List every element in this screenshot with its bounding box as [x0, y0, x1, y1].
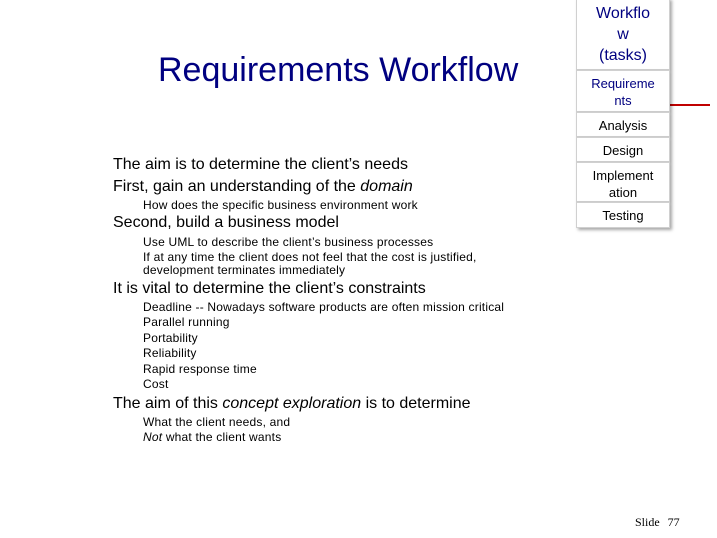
bullet-text: The aim of this — [113, 395, 223, 412]
workflow-item-implementation — [576, 162, 670, 202]
constraint-item: Parallel running — [143, 315, 230, 329]
workflow-item-label: Design — [602, 143, 644, 158]
sub-bullet: Use UML to describe the client’s business processes — [143, 235, 434, 249]
bullet-text: what the client wants — [162, 430, 282, 444]
bullet-aim: The aim is to determine the client’s needs — [113, 156, 408, 173]
bullet-text: is to determine — [361, 395, 471, 412]
workflow-item-design — [576, 137, 670, 162]
sub-bullet: What the client needs, and — [143, 415, 291, 429]
emphasis-text: Not — [143, 430, 163, 444]
constraint-item: Reliability — [143, 346, 197, 360]
sub-bullet: If at any time the client does not feel that the cost is justified, — [143, 250, 477, 264]
constraint-item: Portability — [143, 331, 198, 345]
workflow-item-testing — [576, 202, 670, 228]
sub-bullet-continuation: development terminates immediately — [143, 263, 346, 277]
workflow-header-line: (tasks) — [599, 47, 647, 64]
workflow-item-label: Implement — [592, 168, 654, 183]
sub-bullet: How does the specific business environment work — [143, 198, 418, 212]
workflow-item-label: ation — [608, 185, 638, 200]
bullet-concept-exploration — [113, 394, 471, 414]
workflow-item-label: Requireme — [591, 76, 655, 91]
slide-title: Requirements Workflow — [158, 51, 519, 89]
constraint-item: Rapid response time — [143, 362, 257, 376]
sub-bullet — [143, 430, 281, 445]
workflow-item-label: nts — [614, 93, 632, 108]
slide-number — [635, 515, 680, 530]
constraint-item: Cost — [143, 377, 169, 391]
constraint-item: Deadline -- Nowadays software products are often mission critical — [143, 300, 505, 314]
workflow-header-line: w — [617, 26, 629, 43]
bullet-business-model: Second, build a business model — [113, 214, 339, 231]
workflow-item-label: Testing — [602, 208, 644, 223]
emphasis-text: domain — [360, 178, 413, 195]
slide-number-value: 77 — [667, 515, 680, 529]
workflow-header-line: Workflo — [596, 5, 650, 22]
bullet-constraints: It is vital to determine the client’s constraints — [113, 280, 426, 297]
workflow-item-label: Analysis — [598, 118, 648, 133]
workflow-item-requirements — [576, 70, 670, 112]
workflow-item-analysis — [576, 112, 670, 137]
slide-label: Slide — [635, 515, 660, 529]
bullet-text: First, gain an understanding of the — [113, 178, 361, 195]
bullet-domain — [113, 177, 413, 197]
workflow-header-box — [576, 0, 670, 70]
emphasis-text: concept exploration — [222, 395, 362, 412]
